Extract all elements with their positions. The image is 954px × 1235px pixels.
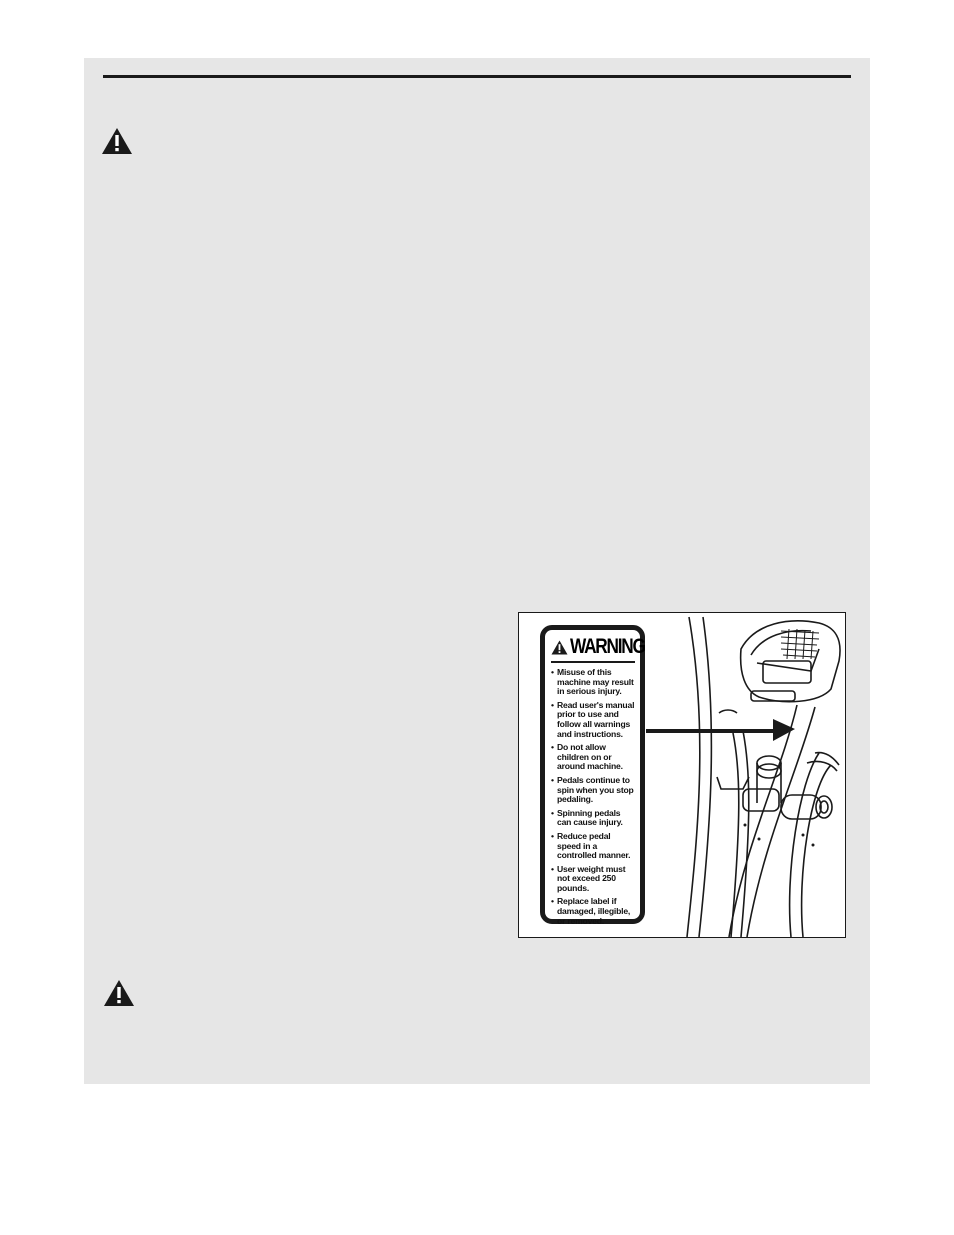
warning-item: • Pedals continue to spin when you stop pedaling.	[551, 776, 635, 805]
warning-item: • Do not allow children on or around machine.	[551, 743, 635, 772]
warning-label-figure	[518, 612, 846, 938]
warning-triangle-icon	[101, 127, 133, 155]
header-rule	[103, 75, 851, 78]
warning-triangle-icon	[551, 640, 568, 655]
label-title: WARNING	[570, 635, 645, 658]
warning-triangle-icon	[103, 979, 135, 1007]
warning-list	[551, 668, 635, 926]
warning-item: • User weight must not exceed 250 pounds.	[551, 865, 635, 894]
warning-item: • Spinning pedals can cause injury.	[551, 809, 635, 828]
label-header	[551, 635, 645, 663]
arrow-right-icon	[646, 719, 795, 741]
warning-item: • Read user's manual prior to use and follow all warnings and instructions.	[551, 701, 635, 739]
warning-item: • Reduce pedal speed in a controlled manner.	[551, 832, 635, 861]
warning-item: • Misuse of this machine may result in serious injury.	[551, 668, 635, 697]
warning-item: • Replace label if damaged, illegible, or removed.	[551, 897, 635, 926]
warning-label-card	[540, 625, 645, 924]
